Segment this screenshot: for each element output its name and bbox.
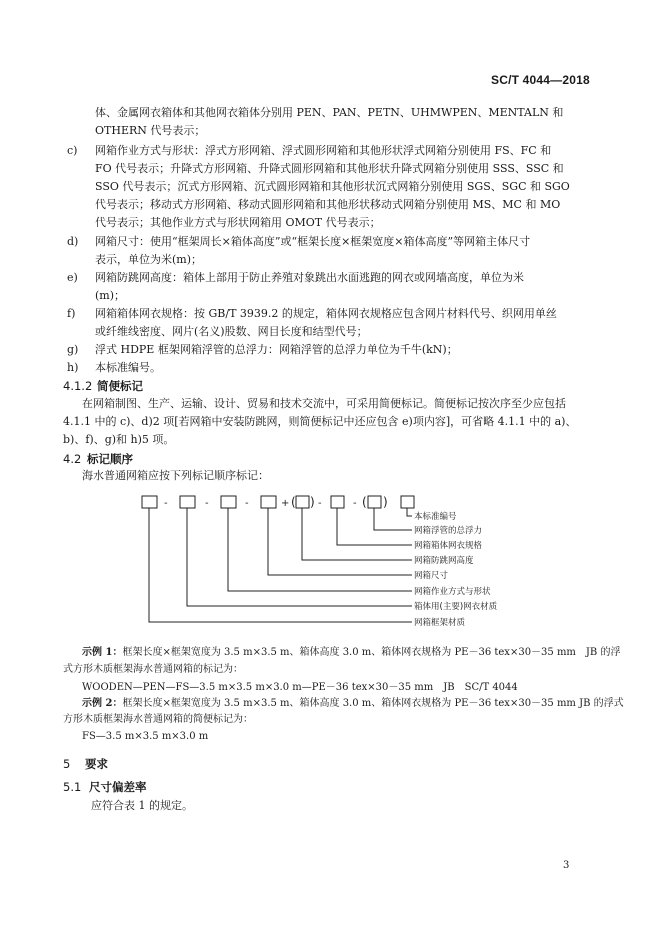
body-line: 在网箱制图、生产、运输、设计、贸易和技术交流中，可采用简便标记。简便标记按次序至少应包括 [82, 397, 566, 410]
item-marker: h) [67, 361, 79, 374]
example-label: 示例 2： [82, 698, 123, 709]
label-buoyancy: 网箱浮管的总浮力 [414, 526, 483, 536]
box-size [261, 496, 276, 508]
body-line: 应符合表 1 的规定。 [91, 799, 193, 812]
item-marker: e) [67, 271, 78, 284]
separator-dash: - [164, 498, 168, 509]
box-buoyancy [368, 496, 381, 508]
separator-dash: - [245, 498, 249, 509]
body-line: SSO 代号表示；沉式方形网箱、沉式圆形网箱和其他形状沉式网箱分别使用 SGS、SGC 和 SGO [95, 180, 570, 193]
example-text: 方形木质框架海水普通网箱的简便标记为： [63, 714, 253, 725]
item-marker: c) [67, 144, 78, 157]
body-line: 网箱防跳网高度：箱体上部用于防止养殖对象跳出水面逃跑的网衣或网墙高度，单位为米 [95, 271, 524, 284]
box-standard-no [401, 496, 414, 508]
section-heading-4-2 [63, 451, 133, 467]
label-operation-shape: 网箱作业方式与形状 [414, 587, 491, 597]
label-size: 网箱尺寸 [414, 571, 449, 581]
section-title: 要求 [85, 757, 108, 771]
example-marking: FS—3.5 m×3.5 m×3.0 m [82, 731, 209, 742]
section-heading-5-1 [63, 779, 147, 795]
label-frame-material: 网箱框架材质 [414, 618, 466, 628]
section-title: 标记顺序 [87, 452, 133, 466]
box-net-material [180, 496, 195, 508]
section-number: 4.2 [63, 452, 82, 466]
body-line: 代号表示；其他作业方式与形状网箱用 OMOT 代号表示； [95, 216, 381, 229]
body-line: 海水普通网箱应按下列标记顺序标记： [82, 469, 269, 482]
body-line: 本标准编号。 [95, 361, 161, 374]
page-number: 3 [563, 860, 570, 871]
example-1 [82, 646, 620, 659]
item-marker: d) [67, 235, 79, 248]
marking-order-diagram [0, 488, 659, 638]
body-line: 网箱箱体网衣规格：按 GB/T 3939.2 的规定，箱体网衣规格应包含网片材料代号、织网用单丝 [95, 307, 557, 320]
example-text: 框架长度×框架宽度为 3.5 m×3.5 m、箱体高度 3.0 m、箱体网衣规格为 PE－36 tex×30－35 mm JB 的浮式 [122, 698, 624, 709]
body-line: 体、金属网衣箱体和其他网衣箱体分别用 PEN、PAN、PETN、UHMWPEN、MENTALN 和 [95, 106, 564, 119]
section-title: 简便标记 [97, 379, 143, 393]
body-line: 表示，单位为米(m)； [95, 253, 203, 266]
label-anti-jump-height: 网箱防跳网高度 [414, 556, 474, 566]
separator-dash: - [205, 498, 209, 509]
paren-close: ) [383, 495, 388, 509]
separator-dash: - [353, 498, 357, 509]
section-title: 尺寸偏差率 [89, 780, 147, 794]
box-frame-material [142, 496, 157, 508]
body-line: 4.1.1 中的 c)、d)2 项[若网箱中安装防跳网，则简便标记中还应包含 e)项内容]，可省略 4.1.1 中的 a)、 [63, 415, 577, 428]
separator-plus: + [281, 498, 290, 509]
section-heading-4-1-2 [63, 378, 143, 394]
section-number: 4.1.2 [63, 379, 93, 393]
item-marker: g) [67, 343, 79, 356]
example-text: 式方形木质框架海水普通网箱的标记为： [63, 664, 243, 675]
body-line: (m)； [95, 289, 126, 302]
paren-open: ( [362, 495, 367, 509]
box-anti-jump-height [296, 496, 309, 508]
paren-close: ) [310, 495, 315, 509]
body-line: OTHERN 代号表示； [95, 124, 206, 137]
section-number: 5.1 [63, 780, 82, 794]
body-line: 或纤维线密度、网片(名义)股数、网目长度和结型代号； [95, 325, 368, 338]
section-number: 5 [63, 757, 71, 771]
box-operation-shape [221, 496, 236, 508]
separator-dash: - [318, 498, 322, 509]
box-net-spec [331, 496, 344, 508]
example-2 [82, 697, 624, 710]
body-line: 网箱尺寸：使用“框架周长×箱体高度”或“框架长度×框架宽度×箱体高度”等网箱主体尺寸 [95, 235, 531, 248]
body-line: 网箱作业方式与形状：浮式方形网箱、浮式圆形网箱和其他形状浮式网箱分别使用 FS、FC 和 [95, 144, 552, 157]
body-line: FO 代号表示；升降式方形网箱、升降式圆形网箱和其他形状升降式网箱分别使用 SSS、SSC 和 [95, 162, 564, 175]
label-net-material: 箱体用(主要)网衣材质 [414, 602, 498, 612]
body-line: 代号表示；移动式方形网箱、移动式圆形网箱和其他形状移动式网箱分别使用 MS、MC 和 MO [95, 198, 561, 211]
item-marker: f) [67, 307, 76, 320]
standard-number: SC/T 4044—2018 [491, 73, 590, 87]
example-marking: WOODEN—PEN—FS—3.5 m×3.5 m×3.0 m—PE－36 tex×30－35 mm JB SC/T 4044 [82, 682, 518, 693]
label-net-spec: 网箱箱体网衣规格 [414, 541, 483, 551]
paren-open: ( [291, 495, 296, 509]
section-heading-5 [63, 756, 108, 772]
example-text: 框架长度×框架宽度为 3.5 m×3.5 m、箱体高度 3.0 m、箱体网衣规格为 PE－36 tex×30－35 mm JB 的浮 [122, 647, 621, 658]
label-standard-no: 本标准编号 [414, 512, 457, 522]
example-label: 示例 1： [82, 647, 123, 658]
body-line: 浮式 HDPE 框架网箱浮管的总浮力：网箱浮管的总浮力单位为千牛(kN)； [95, 343, 458, 356]
body-line: b)、f)、g)和 h)5 项。 [63, 433, 175, 446]
